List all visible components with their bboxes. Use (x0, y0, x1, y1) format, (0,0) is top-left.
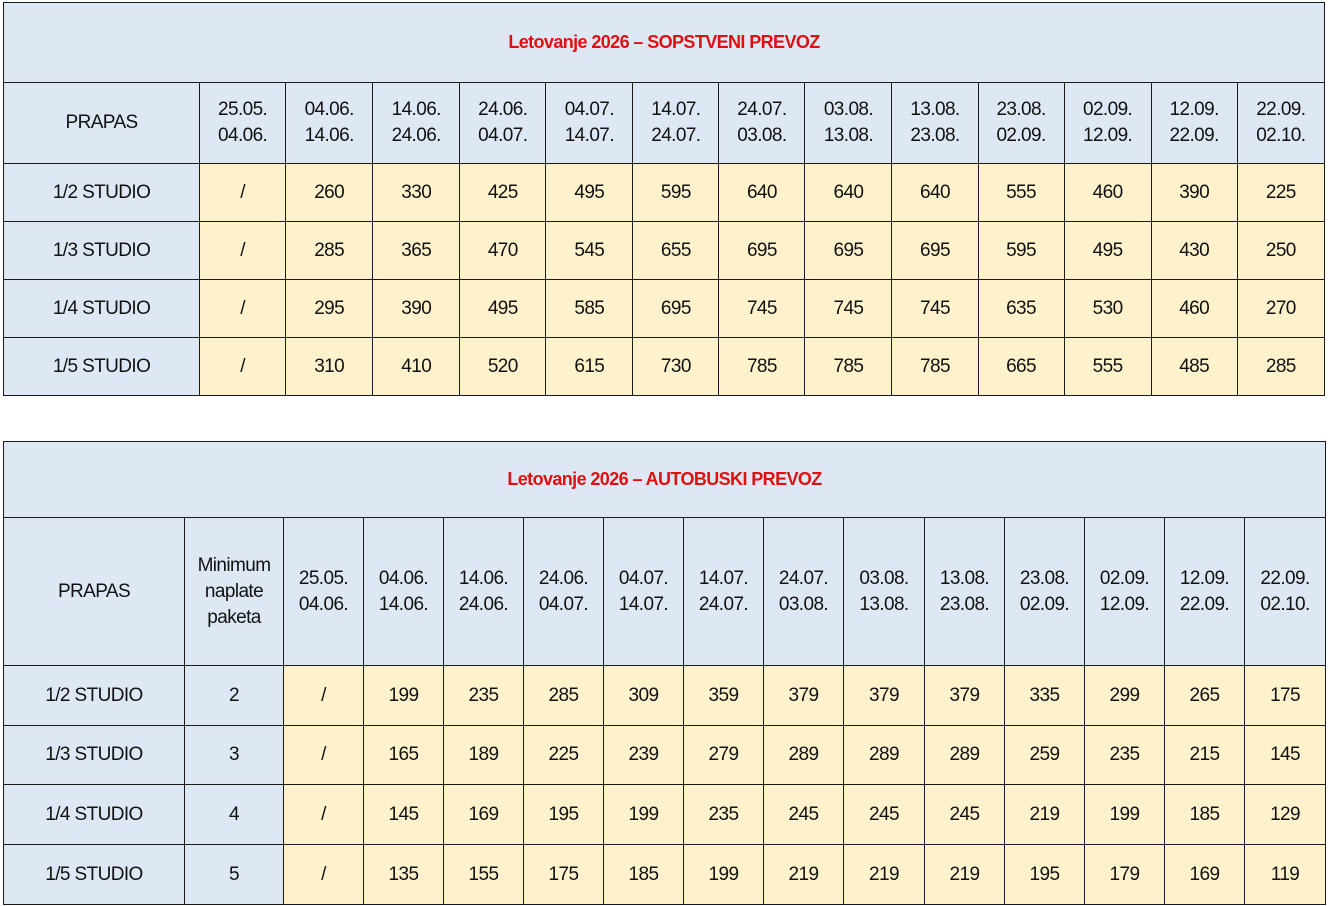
price-cell: 199 (684, 845, 764, 905)
period-start: 12.09. (1179, 567, 1230, 589)
price-cell: 585 (546, 280, 633, 338)
period-start: 25.05. (218, 99, 268, 120)
room-type-label: 1/2 STUDIO (4, 666, 185, 726)
price-cell: 430 (1151, 222, 1237, 280)
price-cell: 285 (1237, 338, 1324, 396)
table-row (4, 280, 1325, 338)
price-cell: 260 (286, 164, 373, 222)
period-end: 02.09. (996, 125, 1046, 146)
room-type-label: 1/2 STUDIO (4, 164, 200, 222)
price-cell: 640 (719, 164, 805, 222)
period-start: 13.08. (939, 567, 990, 589)
price-cell: 615 (546, 338, 633, 396)
price-cell: 219 (1005, 785, 1085, 845)
period-end: 14.07. (618, 593, 669, 615)
price-cell: 390 (373, 280, 460, 338)
price-cell: 310 (286, 338, 373, 396)
period-header (805, 83, 892, 164)
price-cell: 245 (844, 785, 925, 845)
period-header (286, 83, 373, 164)
price-cell: 379 (925, 666, 1005, 726)
price-cell: 235 (1085, 726, 1165, 785)
price-cell: 635 (978, 280, 1064, 338)
price-cell: 295 (286, 280, 373, 338)
period-header (633, 83, 719, 164)
price-cell: 785 (805, 338, 892, 396)
room-type-label: 1/4 STUDIO (4, 785, 185, 845)
price-cell: 495 (1064, 222, 1151, 280)
price-cell: 745 (719, 280, 805, 338)
price-cell: / (200, 222, 286, 280)
price-cell: 595 (633, 164, 719, 222)
price-cell: 365 (373, 222, 460, 280)
period-end: 02.09. (1019, 593, 1070, 615)
period-end: 04.07. (478, 125, 528, 146)
period-header (444, 518, 524, 666)
price-cell: 530 (1064, 280, 1151, 338)
price-cell: 695 (805, 222, 892, 280)
period-start: 23.08. (996, 99, 1046, 120)
period-start: 14.06. (391, 99, 441, 120)
period-start: 12.09. (1169, 99, 1219, 120)
price-cell: 695 (892, 222, 978, 280)
corner-label: PRAPAS (4, 518, 185, 666)
period-end: 23.08. (910, 125, 960, 146)
period-header (1237, 83, 1324, 164)
price-cell: 330 (373, 164, 460, 222)
price-cell: 390 (1151, 164, 1237, 222)
table-row (4, 164, 1325, 222)
price-cell: 695 (633, 280, 719, 338)
price-cell: 555 (1064, 338, 1151, 396)
price-cell: 335 (1005, 666, 1085, 726)
period-end: 13.08. (823, 125, 874, 146)
period-header (1245, 518, 1326, 666)
period-end: 04.06. (298, 593, 349, 615)
price-cell: 785 (719, 338, 805, 396)
period-start: 13.08. (910, 99, 960, 120)
price-cell: 185 (604, 845, 684, 905)
price-cell: 495 (460, 280, 546, 338)
price-cell: 655 (633, 222, 719, 280)
period-header (460, 83, 546, 164)
min-header-line: paketa (207, 606, 261, 628)
minimum-payment-cell: 4 (185, 785, 284, 845)
period-start: 22.09. (1260, 567, 1310, 589)
price-cell: 155 (444, 845, 524, 905)
period-end: 04.07. (538, 593, 589, 615)
price-cell: 460 (1064, 164, 1151, 222)
price-cell: 555 (978, 164, 1064, 222)
price-table-bus-transport (3, 441, 1326, 905)
period-end: 14.07. (564, 125, 614, 146)
period-start: 04.07. (618, 567, 669, 589)
price-cell: 545 (546, 222, 633, 280)
price-cell: 289 (844, 726, 925, 785)
table-row (4, 666, 1326, 726)
price-cell: 410 (373, 338, 460, 396)
price-cell: / (200, 280, 286, 338)
period-end: 22.09. (1179, 593, 1230, 615)
price-cell: 145 (1245, 726, 1326, 785)
period-start: 24.06. (478, 99, 528, 120)
price-cell: 119 (1245, 845, 1326, 905)
price-cell: / (200, 338, 286, 396)
price-cell: 145 (364, 785, 444, 845)
price-cell: 219 (925, 845, 1005, 905)
table-title: Letovanje 2026 – SOPSTVENI PREVOZ (4, 3, 1325, 83)
price-cell: 730 (633, 338, 719, 396)
period-end: 02.10. (1260, 593, 1310, 615)
room-type-label: 1/3 STUDIO (4, 222, 200, 280)
price-cell: 135 (364, 845, 444, 905)
minimum-payment-cell: 5 (185, 845, 284, 905)
price-cell: 359 (684, 666, 764, 726)
price-cell: 520 (460, 338, 546, 396)
period-end: 14.06. (304, 125, 354, 146)
period-end: 12.09. (1099, 593, 1150, 615)
price-cell: 215 (1165, 726, 1245, 785)
price-cell: 745 (805, 280, 892, 338)
period-start: 14.07. (651, 99, 701, 120)
price-cell: 425 (460, 164, 546, 222)
period-end: 23.08. (939, 593, 990, 615)
price-cell: 195 (524, 785, 604, 845)
table-row (4, 785, 1326, 845)
price-cell: 379 (764, 666, 844, 726)
period-start: 14.06. (458, 567, 509, 589)
price-cell: 595 (978, 222, 1064, 280)
period-header (684, 518, 764, 666)
price-cell: 379 (844, 666, 925, 726)
period-header (1085, 518, 1165, 666)
period-start: 04.06. (304, 99, 354, 120)
table-row (4, 222, 1325, 280)
price-cell: 640 (892, 164, 978, 222)
price-cell: 175 (524, 845, 604, 905)
period-start: 03.08. (823, 99, 874, 120)
price-cell: 179 (1085, 845, 1165, 905)
price-cell: 285 (286, 222, 373, 280)
period-header (1165, 518, 1245, 666)
corner-label: PRAPAS (4, 83, 200, 164)
price-cell: 235 (444, 666, 524, 726)
period-start: 25.05. (298, 567, 349, 589)
price-cell: 279 (684, 726, 764, 785)
price-cell: 460 (1151, 280, 1237, 338)
price-cell: 745 (892, 280, 978, 338)
period-start: 03.08. (859, 567, 909, 589)
period-start: 24.07. (737, 99, 787, 120)
period-header (1005, 518, 1085, 666)
price-cell: 695 (719, 222, 805, 280)
price-table-own-transport (3, 2, 1325, 396)
price-cell: 245 (925, 785, 1005, 845)
price-cell: 165 (364, 726, 444, 785)
period-start: 04.06. (378, 567, 429, 589)
period-header (925, 518, 1005, 666)
price-cell: 289 (925, 726, 1005, 785)
price-cell: 225 (1237, 164, 1324, 222)
period-header (719, 83, 805, 164)
period-header (844, 518, 925, 666)
minimum-payment-header (185, 518, 284, 666)
period-start: 22.09. (1256, 99, 1306, 120)
price-cell: 199 (364, 666, 444, 726)
price-cell: 495 (546, 164, 633, 222)
room-type-label: 1/5 STUDIO (4, 845, 185, 905)
price-cell: 169 (444, 785, 524, 845)
price-cell: 195 (1005, 845, 1085, 905)
price-cell: 785 (892, 338, 978, 396)
room-type-label: 1/4 STUDIO (4, 280, 200, 338)
price-cell: 225 (524, 726, 604, 785)
price-cell: 175 (1245, 666, 1326, 726)
price-cell: 265 (1165, 666, 1245, 726)
minimum-payment-cell: 3 (185, 726, 284, 785)
period-header (978, 83, 1064, 164)
period-end: 13.08. (859, 593, 909, 615)
period-header (1064, 83, 1151, 164)
period-header (546, 83, 633, 164)
period-end: 03.08. (737, 125, 787, 146)
price-cell: 309 (604, 666, 684, 726)
price-cell: 665 (978, 338, 1064, 396)
table-row (4, 845, 1326, 905)
price-cell: 250 (1237, 222, 1324, 280)
period-end: 04.06. (218, 125, 268, 146)
price-cell: 640 (805, 164, 892, 222)
period-header (373, 83, 460, 164)
price-cell: / (284, 845, 364, 905)
price-cell: 185 (1165, 785, 1245, 845)
period-end: 24.07. (651, 125, 701, 146)
price-cell: 259 (1005, 726, 1085, 785)
price-cell: 235 (684, 785, 764, 845)
period-header (892, 83, 978, 164)
period-start: 02.09. (1099, 567, 1150, 589)
price-cell: 485 (1151, 338, 1237, 396)
period-start: 23.08. (1019, 567, 1070, 589)
price-cell: 299 (1085, 666, 1165, 726)
period-end: 03.08. (778, 593, 829, 615)
price-cell: / (200, 164, 286, 222)
min-header-line: naplate (204, 580, 264, 602)
min-header-line: Minimum (197, 554, 271, 576)
price-cell: 129 (1245, 785, 1326, 845)
period-header (200, 83, 286, 164)
period-start: 24.07. (778, 567, 829, 589)
table-row (4, 338, 1325, 396)
period-start: 02.09. (1082, 99, 1133, 120)
price-cell: / (284, 666, 364, 726)
period-header (524, 518, 604, 666)
period-start: 24.06. (538, 567, 589, 589)
price-cell: 199 (604, 785, 684, 845)
price-cell: 169 (1165, 845, 1245, 905)
period-header (764, 518, 844, 666)
period-header (1151, 83, 1237, 164)
price-cell: / (284, 726, 364, 785)
price-cell: 189 (444, 726, 524, 785)
period-end: 24.07. (698, 593, 749, 615)
price-cell: 289 (764, 726, 844, 785)
period-start: 14.07. (698, 567, 749, 589)
room-type-label: 1/5 STUDIO (4, 338, 200, 396)
price-cell: 219 (764, 845, 844, 905)
period-header (284, 518, 364, 666)
period-end: 24.06. (458, 593, 509, 615)
period-header (364, 518, 444, 666)
table-row (4, 726, 1326, 785)
price-cell: 245 (764, 785, 844, 845)
price-cell: 219 (844, 845, 925, 905)
table-title: Letovanje 2026 – AUTOBUSKI PREVOZ (4, 442, 1326, 518)
period-end: 02.10. (1256, 125, 1306, 146)
period-start: 04.07. (564, 99, 614, 120)
price-cell: / (284, 785, 364, 845)
price-cell: 470 (460, 222, 546, 280)
period-header (604, 518, 684, 666)
price-cell: 199 (1085, 785, 1165, 845)
price-cell: 239 (604, 726, 684, 785)
period-end: 24.06. (391, 125, 441, 146)
minimum-payment-cell: 2 (185, 666, 284, 726)
room-type-label: 1/3 STUDIO (4, 726, 185, 785)
price-cell: 270 (1237, 280, 1324, 338)
period-end: 14.06. (378, 593, 429, 615)
price-cell: 285 (524, 666, 604, 726)
period-end: 22.09. (1169, 125, 1219, 146)
period-end: 12.09. (1082, 125, 1133, 146)
